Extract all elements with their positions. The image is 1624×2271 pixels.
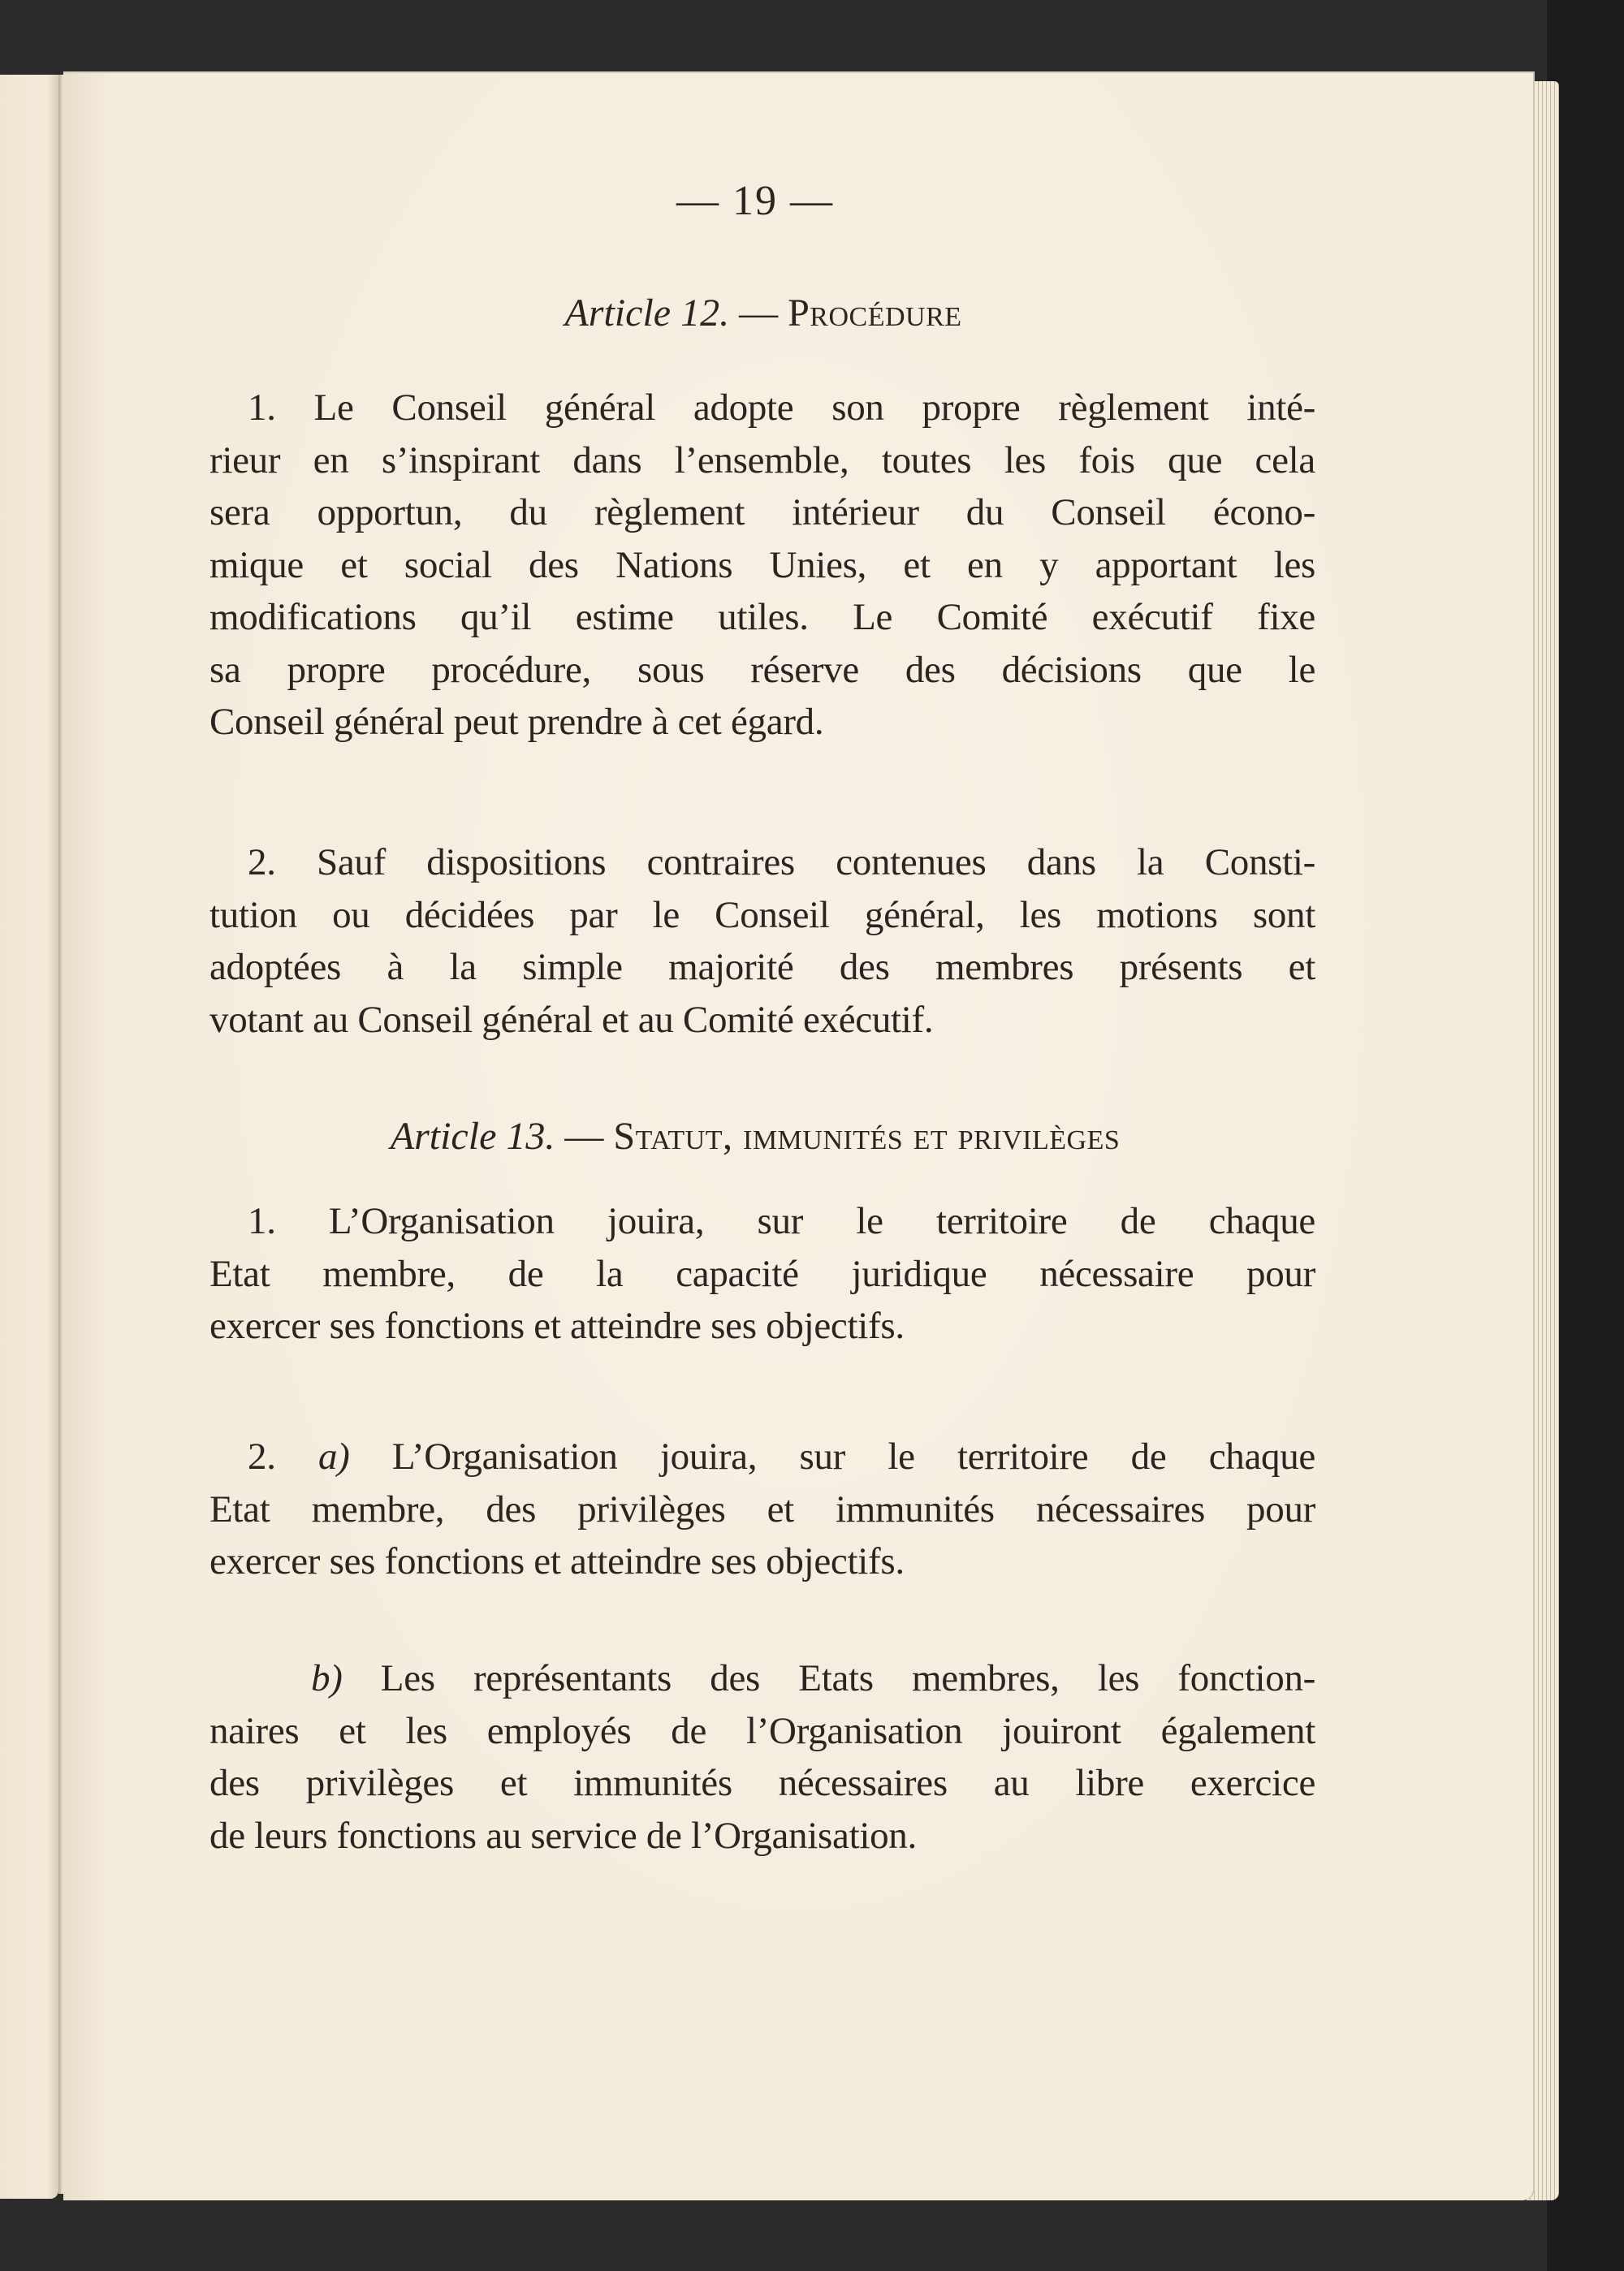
item-letter: b) (311, 1657, 343, 1699)
text-line: 1. L’Organisation jouira, sur le territoire de chaque (248, 1200, 1315, 1242)
article-13-label: Article 13. (390, 1115, 555, 1158)
text-line: adoptées à la simple majorité des membres présents et (209, 946, 1315, 988)
item-letter: a) (317, 1436, 350, 1478)
text-line: votant au Conseil général et au Comité exécutif. (209, 998, 934, 1041)
text-line: tution ou décidées par le Conseil général, les motions sont (209, 893, 1315, 936)
text-line: Conseil général peut prendre à cet égard. (209, 701, 824, 743)
text-line: 1. Le Conseil général adopte son propre règlement inté- (248, 386, 1315, 429)
article-12-paragraph-1 (209, 382, 1315, 749)
text-line: des privilèges et immunités nécessaires au libre exercice (209, 1762, 1315, 1804)
text-line: sa propre procédure, sous réserve des décisions que le (209, 648, 1315, 691)
page-number: — 19 — (676, 178, 834, 224)
article-13-paragraph-2b (209, 1652, 1315, 1862)
article-13-paragraph-1 (209, 1195, 1315, 1353)
text-line: exercer ses fonctions et atteindre ses objectifs. (209, 1540, 905, 1582)
heading-dash: — (729, 291, 788, 335)
text-line: mique et social des Nations Unies, et en y apportant les (209, 543, 1315, 586)
heading-dash: — (555, 1115, 614, 1158)
article-13-heading (0, 1114, 1567, 1159)
text-line: exercer ses fonctions et atteindre ses objectifs. (209, 1305, 905, 1347)
text-line: 2. Sauf dispositions contraires contenues dans la Consti- (248, 841, 1315, 883)
line-text: Les représentants des Etats membres, les fonction- (342, 1657, 1315, 1699)
text-line: rieur en s’inspirant dans l’ensemble, toutes les fois que cela (209, 438, 1315, 481)
text-line: de leurs fonctions au service de l’Organisation. (209, 1814, 917, 1857)
text-line: modifications qu’il estime utiles. Le Comité exécutif fixe (209, 596, 1315, 638)
article-12-heading (0, 291, 1575, 335)
text-line (209, 1431, 1315, 1483)
article-12-label: Article 12. (564, 291, 730, 335)
text-line: Etat membre, de la capacité juridique nécessaire pour (209, 1252, 1315, 1295)
text-line: sera opportun, du règlement intérieur du Conseil écono- (209, 491, 1315, 533)
article-13-paragraph-2a (209, 1431, 1315, 1588)
text-line: Etat membre, des privilèges et immunités nécessaires pour (209, 1487, 1315, 1531)
text-line: naires et les employés de l’Organisation jouiront également (209, 1709, 1315, 1752)
line-text: L’Organisation jouira, sur le territoire de chaque (349, 1436, 1315, 1478)
article-12-title: Procédure (788, 291, 962, 335)
item-number: 2. (248, 1436, 276, 1478)
article-13-title: Statut, immunités et privilèges (613, 1115, 1121, 1158)
text-line (209, 1652, 1315, 1705)
article-12-paragraph-2 (209, 836, 1315, 1046)
